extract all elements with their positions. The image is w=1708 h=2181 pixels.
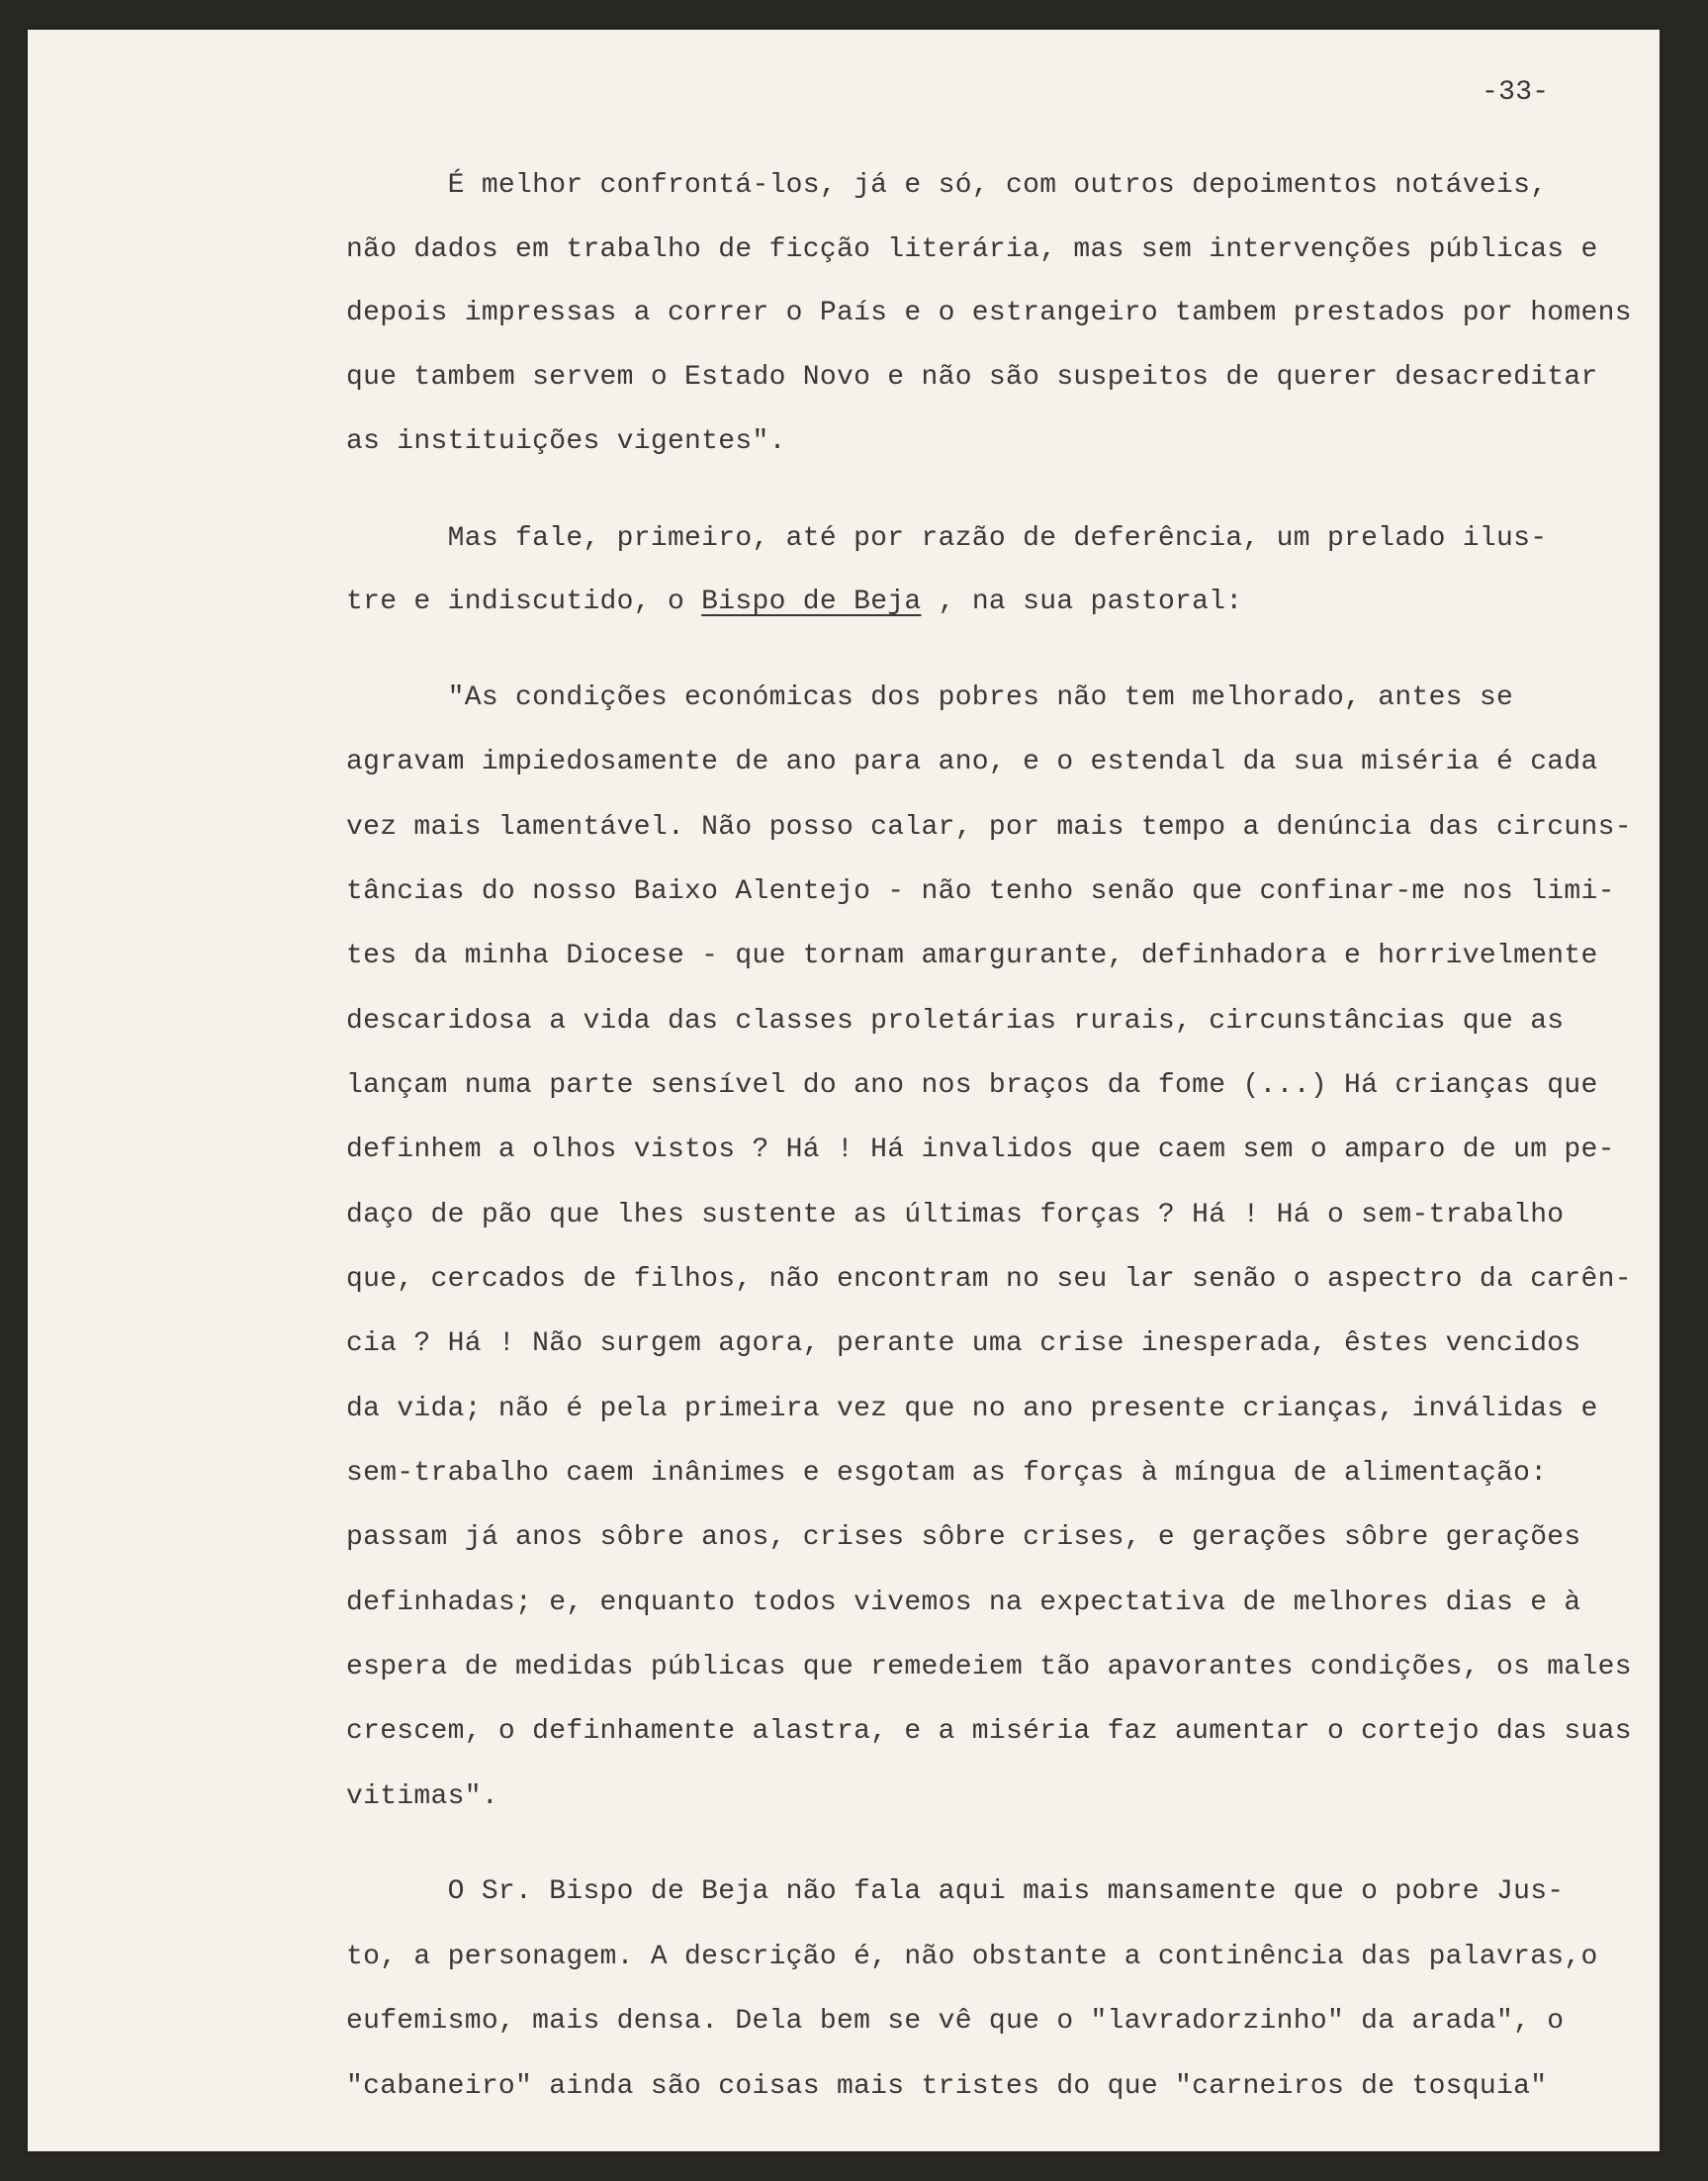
text-line: espera de medidas públicas que remedeiem tão apavorantes condições, os males [346,1652,1632,1682]
underlined-title: Bispo de Beja [701,587,922,617]
text-line: "As condições económicas dos pobres não tem melhorado, antes se [346,682,1514,713]
text-line: definhem a olhos vistos ? Há ! Há invalidos que caem sem o amparo de um pe- [346,1135,1615,1165]
text-line: não dados em trabalho de ficção literária, mas sem intervenções públicas e [346,234,1598,265]
text-line: crescem, o definhamente alastra, e a miséria faz aumentar o cortejo das suas [346,1716,1632,1747]
text-line: tes da minha Diocese - que tornam amargurante, definhadora e horrivelmente [346,941,1598,971]
typewritten-page [28,30,1660,2151]
text-line: lançam numa parte sensível do ano nos braços da fome (...) Há crianças que [346,1070,1598,1101]
text-line: agravam impiedosamente de ano para ano, e o estendal da sua miséria é cada [346,747,1598,777]
text-line: as instituições vigentes". [346,426,786,457]
text-line: da vida; não é pela primeira vez que no ano presente crianças, inválidas e [346,1394,1598,1424]
text-line-with-underline [346,583,1242,622]
text-line: sem-trabalho caem inânimes e esgotam as forças à míngua de alimentação: [346,1458,1548,1489]
text-line: depois impressas a correr o País e o estrangeiro tambem prestados por homens [346,298,1632,328]
text-line: passam já anos sôbre anos, crises sôbre crises, e gerações sôbre gerações [346,1522,1581,1553]
text-line: "cabaneiro" ainda são coisas mais tristes do que "carneiros de tosquia" [346,2071,1548,2102]
text-line: que tambem servem o Estado Novo e não são suspeitos de querer desacreditar [346,362,1598,393]
text-line: daço de pão que lhes sustente as últimas forças ? Há ! Há o sem-trabalho [346,1200,1565,1230]
text-line: O Sr. Bispo de Beja não fala aqui mais mansamente que o pobre Jus- [346,1876,1565,1907]
text-line: que, cercados de filhos, não encontram no seu lar senão o aspectro da carên- [346,1264,1632,1295]
text-segment: , na sua pastoral: [921,587,1243,617]
page-number: -33- [1482,77,1550,108]
text-line: definhadas; e, enquanto todos vivemos na expectativa de melhores dias e à [346,1588,1581,1618]
text-line: to, a personagem. A descrição é, não obstante a continência das palavras,o [346,1942,1598,1972]
text-segment: tre e indiscutido, o [346,587,702,617]
text-line: cia ? Há ! Não surgem agora, perante uma crise inesperada, êstes vencidos [346,1328,1581,1359]
text-line: vez mais lamentável. Não posso calar, por mais tempo a denúncia das circuns- [346,812,1632,843]
text-line: Mas fale, primeiro, até por razão de deferência, um prelado ilus- [346,523,1548,554]
text-line: eufemismo, mais densa. Dela bem se vê que o "lavradorzinho" da arada", o [346,2006,1565,2037]
text-line: É melhor confrontá-los, já e só, com outros depoimentos notáveis, [346,170,1548,201]
text-line: tâncias do nosso Baixo Alentejo - não tenho senão que confinar-me nos limi- [346,876,1615,907]
text-line: vitimas". [346,1781,498,1812]
text-line: descaridosa a vida das classes proletárias rurais, circunstâncias que as [346,1006,1565,1037]
